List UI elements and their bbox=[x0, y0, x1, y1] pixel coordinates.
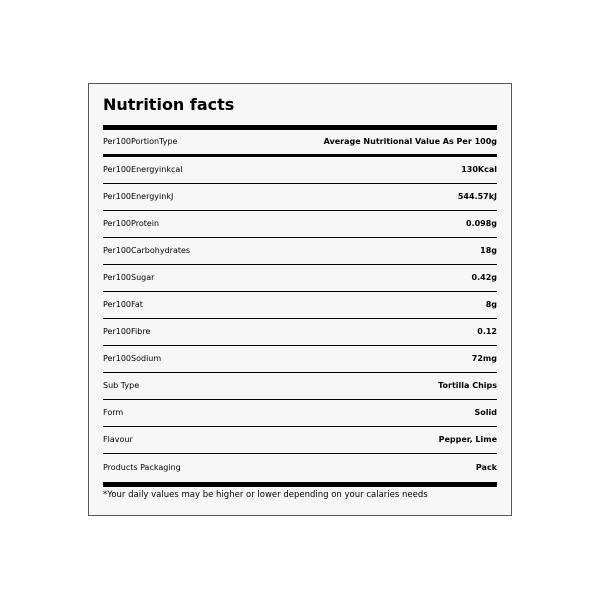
row-value: Pepper, Lime bbox=[438, 435, 497, 444]
row-label: Flavour bbox=[103, 435, 133, 444]
row-label: Per100Sugar bbox=[103, 273, 155, 282]
table-row bbox=[103, 454, 497, 481]
row-value: 130Kcal bbox=[461, 165, 497, 174]
row-value: Solid bbox=[474, 408, 497, 417]
table-row bbox=[103, 346, 497, 373]
table-row bbox=[103, 238, 497, 265]
row-label: Per100PortionType bbox=[103, 137, 178, 146]
panel-title: Nutrition facts bbox=[103, 95, 235, 114]
row-value: Tortilla Chips bbox=[438, 381, 497, 390]
row-label: Per100Carbohydrates bbox=[103, 246, 191, 255]
row-label: Per100Sodium bbox=[103, 354, 162, 363]
row-label: Per100EnergyinkJ bbox=[103, 192, 174, 201]
row-value: 18g bbox=[480, 246, 497, 255]
table-row bbox=[103, 211, 497, 238]
table-row bbox=[103, 427, 497, 454]
row-value: 8g bbox=[485, 300, 497, 309]
table-row bbox=[103, 130, 497, 157]
table-row bbox=[103, 319, 497, 346]
row-value: Average Nutritional Value As Per 100g bbox=[323, 137, 497, 146]
table-row bbox=[103, 373, 497, 400]
row-label: Per100Fat bbox=[103, 300, 143, 309]
footnote: *Your daily values may be higher or lower depending on your calaries needs bbox=[103, 490, 428, 500]
row-value: 0.098g bbox=[465, 219, 497, 228]
row-value: 544.57kJ bbox=[457, 192, 497, 201]
table-row bbox=[103, 184, 497, 211]
row-label: Sub Type bbox=[103, 381, 140, 390]
table-row bbox=[103, 292, 497, 319]
row-label: Products Packaging bbox=[103, 462, 181, 472]
table-row bbox=[103, 265, 497, 292]
nutrition-facts-panel bbox=[88, 83, 512, 516]
table-row bbox=[103, 400, 497, 427]
row-label: Form bbox=[103, 408, 124, 417]
row-value: 0.12 bbox=[477, 327, 497, 336]
row-label: Per100Energyinkcal bbox=[103, 165, 183, 174]
table-row bbox=[103, 157, 497, 184]
row-label: Per100Fibre bbox=[103, 327, 151, 336]
row-value: 72mg bbox=[471, 354, 497, 363]
nutrition-table bbox=[103, 130, 497, 481]
row-label: Per100Protein bbox=[103, 219, 160, 228]
row-value: Pack bbox=[475, 462, 497, 472]
row-value: 0.42g bbox=[471, 273, 497, 282]
bottom-divider bbox=[103, 482, 497, 487]
